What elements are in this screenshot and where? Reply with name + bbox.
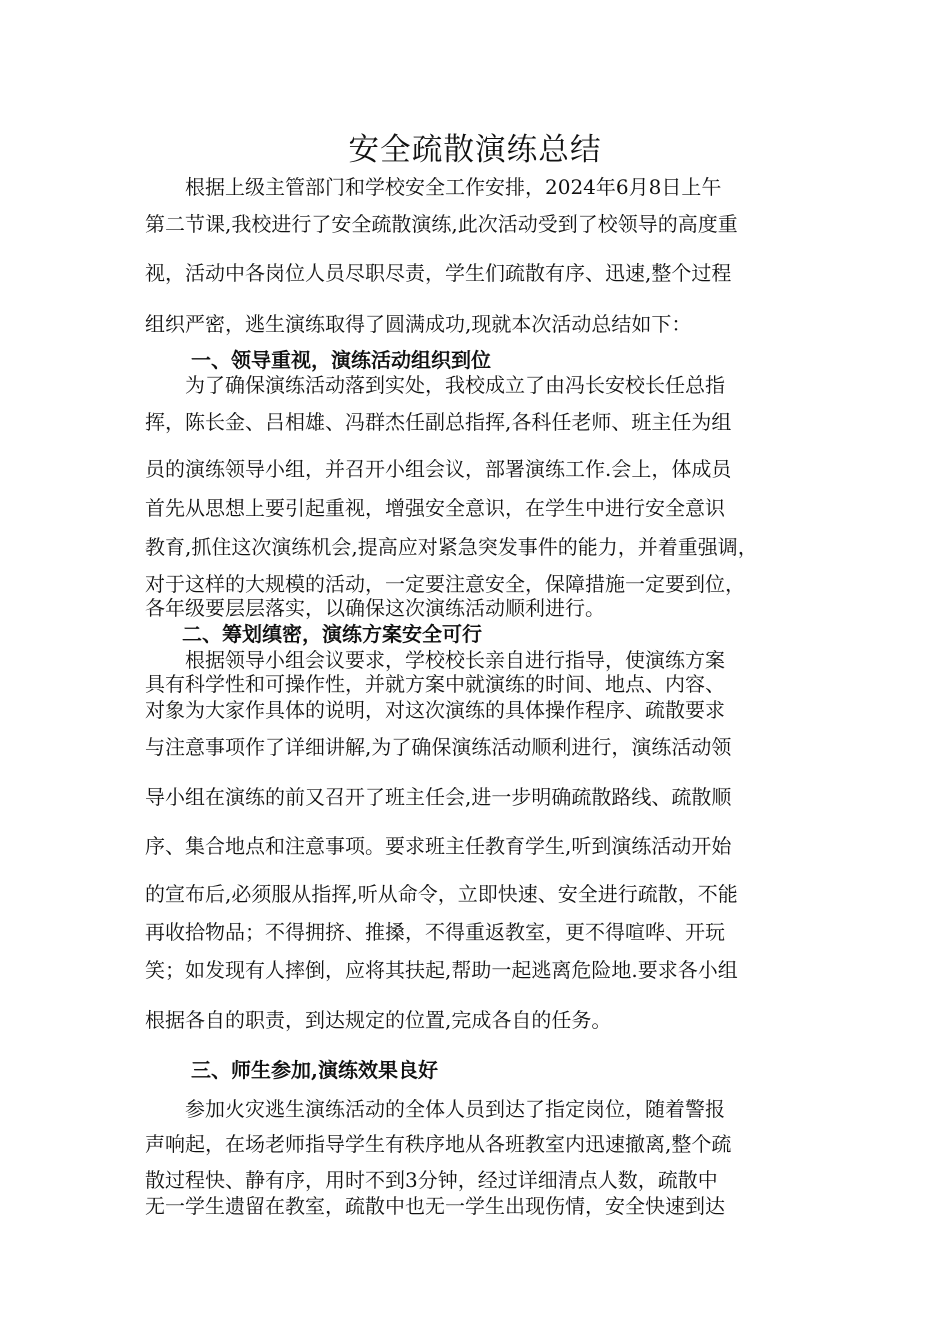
section-3-heading: 三、师生参加,演练效果良好 (191, 1058, 438, 1082)
section-1-line: 挥，陈长金、吕相雄、冯群杰任副总指挥,各科任老师、班主任为组 (145, 410, 732, 434)
section-2-line: 再收拾物品；不得拥挤、推搡，不得重返教室，更不得喧哗、开玩 (145, 920, 725, 944)
section-1-line: 对于这样的大规模的活动，一定要注意安全，保障措施一定要到位， (145, 572, 745, 596)
section-1-line: 为了确保演练活动落到实处，我校成立了由冯长安校长任总指 (185, 373, 725, 397)
document-title: 安全疏散演练总结 (348, 132, 602, 168)
section-3-line: 无一学生遗留在教室，疏散中也无一学生出现伤情，安全快速到达 (145, 1194, 725, 1218)
intro-line-3: 视，活动中各岗位人员尽职尽责，学生们疏散有序、迅速,整个过程 (145, 261, 732, 285)
intro-line-4: 组织严密，逃生演练取得了圆满成功,现就本次活动总结如下： (145, 312, 692, 336)
section-1-line: 首先从思想上要引起重视，增强安全意识，在学生中进行安全意识 (145, 496, 725, 520)
section-1-line: 各年级要层层落实，以确保这次演练活动顺利进行。 (145, 596, 605, 620)
section-1-line: 教育,抓住这次演练机会,提高应对紧急突发事件的能力，并着重强调， (145, 535, 758, 559)
section-2-line: 具有科学性和可操作性，并就方案中就演练的时间、地点、内容、 (145, 672, 725, 696)
section-2-line: 与注意事项作了详细讲解,为了确保演练活动顺利进行，演练活动领 (145, 735, 732, 759)
section-2-line: 对象为大家作具体的说明，对这次演练的具体操作程序、疏散要求 (145, 698, 725, 722)
intro-line-2: 第二节课,我校进行了安全疏散演练,此次活动受到了校领导的高度重 (145, 212, 738, 236)
section-3-line: 散过程快、静有序，用时不到3分钟，经过详细清点人数，疏散中 (145, 1168, 718, 1192)
section-2-line: 根据各自的职责，到达规定的位置,完成各自的任务。 (145, 1008, 612, 1032)
section-2-line: 的宣布后,必须服从指挥,听从命令，立即快速、安全进行疏散，不能 (145, 882, 738, 906)
section-2-line: 导小组在演练的前又召开了班主任会,进一步明确疏散路线、疏散顺 (145, 785, 732, 809)
section-3-line: 声响起，在场老师指导学生有秩序地从各班教室内迅速撤离,整个疏 (145, 1132, 732, 1156)
section-2-heading: 二、筹划缜密，演练方案安全可行 (182, 622, 482, 646)
intro-line-1: 根据上级主管部门和学校安全工作安排，2024年6月8日上午 (185, 175, 722, 199)
section-1-heading: 一、领导重视，演练活动组织到位 (191, 348, 491, 372)
section-2-line: 笑；如发现有人摔倒，应将其扶起,帮助一起逃离危险地.要求各小组 (145, 958, 738, 982)
section-2-line: 序、集合地点和注意事项。要求班主任教育学生,听到演练活动开始 (145, 834, 732, 858)
section-1-line: 员的演练领导小组，并召开小组会议，部署演练工作.会上，体成员 (145, 457, 732, 481)
section-2-line: 根据领导小组会议要求，学校校长亲自进行指导，使演练方案 (185, 648, 725, 672)
section-3-line: 参加火灾逃生演练活动的全体人员到达了指定岗位，随着警报 (185, 1097, 725, 1121)
